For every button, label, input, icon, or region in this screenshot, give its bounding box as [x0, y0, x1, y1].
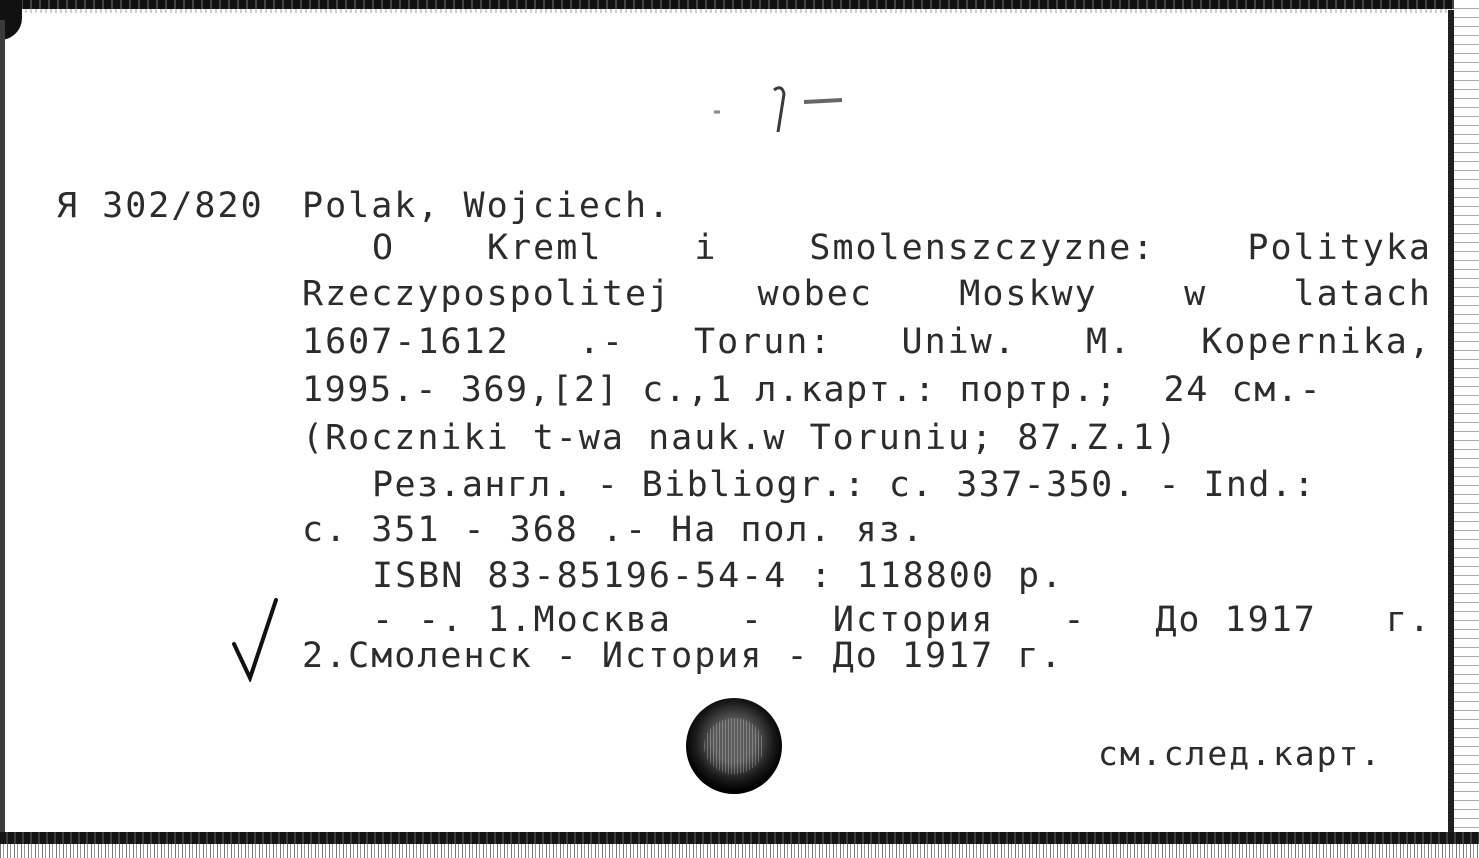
checkmark-icon: [228, 598, 280, 682]
isbn-price: ISBN 83-85196-54-4 : 118800 р.: [372, 556, 1065, 596]
call-number: Я 302/820: [56, 186, 264, 226]
card-top-edge-noise: [0, 9, 1479, 13]
card-bottom-edge-noise: [0, 844, 1479, 858]
title-line-2: Rzeczypospolitej wobec Moskwy w latach: [302, 274, 1432, 314]
notes-line-1: Рез.англ. - Bibliogr.: с. 337-350. - Ind.:: [372, 465, 1316, 505]
title-line-1: O Kreml i Smolenszczyzne: Polityka: [372, 228, 1432, 268]
notes-line-2: с. 351 - 368 .- На пол. яз.: [302, 510, 925, 550]
card-bottom-edge: [0, 832, 1479, 844]
handwritten-mark: [712, 82, 872, 142]
series-statement: (Roczniki t-wa nauk.w Toruniu; 87.Z.1): [302, 418, 1179, 458]
continuation-note: см.след.карт.: [1098, 734, 1383, 773]
subjects-line-2: 2.Смоленск - История - До 1917 г.: [302, 636, 1064, 676]
subjects-line-1: - -. 1.Москва - История - До 1917 г.: [372, 600, 1432, 640]
punch-hole: [686, 698, 782, 794]
card-top-edge: [0, 0, 1479, 9]
card-right-edge-noise: [1454, 0, 1479, 858]
imprint-line-2: 1995.- 369,[2] с.,1 л.карт.: портр.; 24 см.-: [302, 370, 1323, 410]
author-heading: Polak, Wojciech.: [302, 186, 672, 226]
imprint-line-1: 1607-1612 .- Torun: Uniw. M. Kopernika,: [302, 322, 1432, 362]
card-left-edge: [0, 20, 5, 835]
